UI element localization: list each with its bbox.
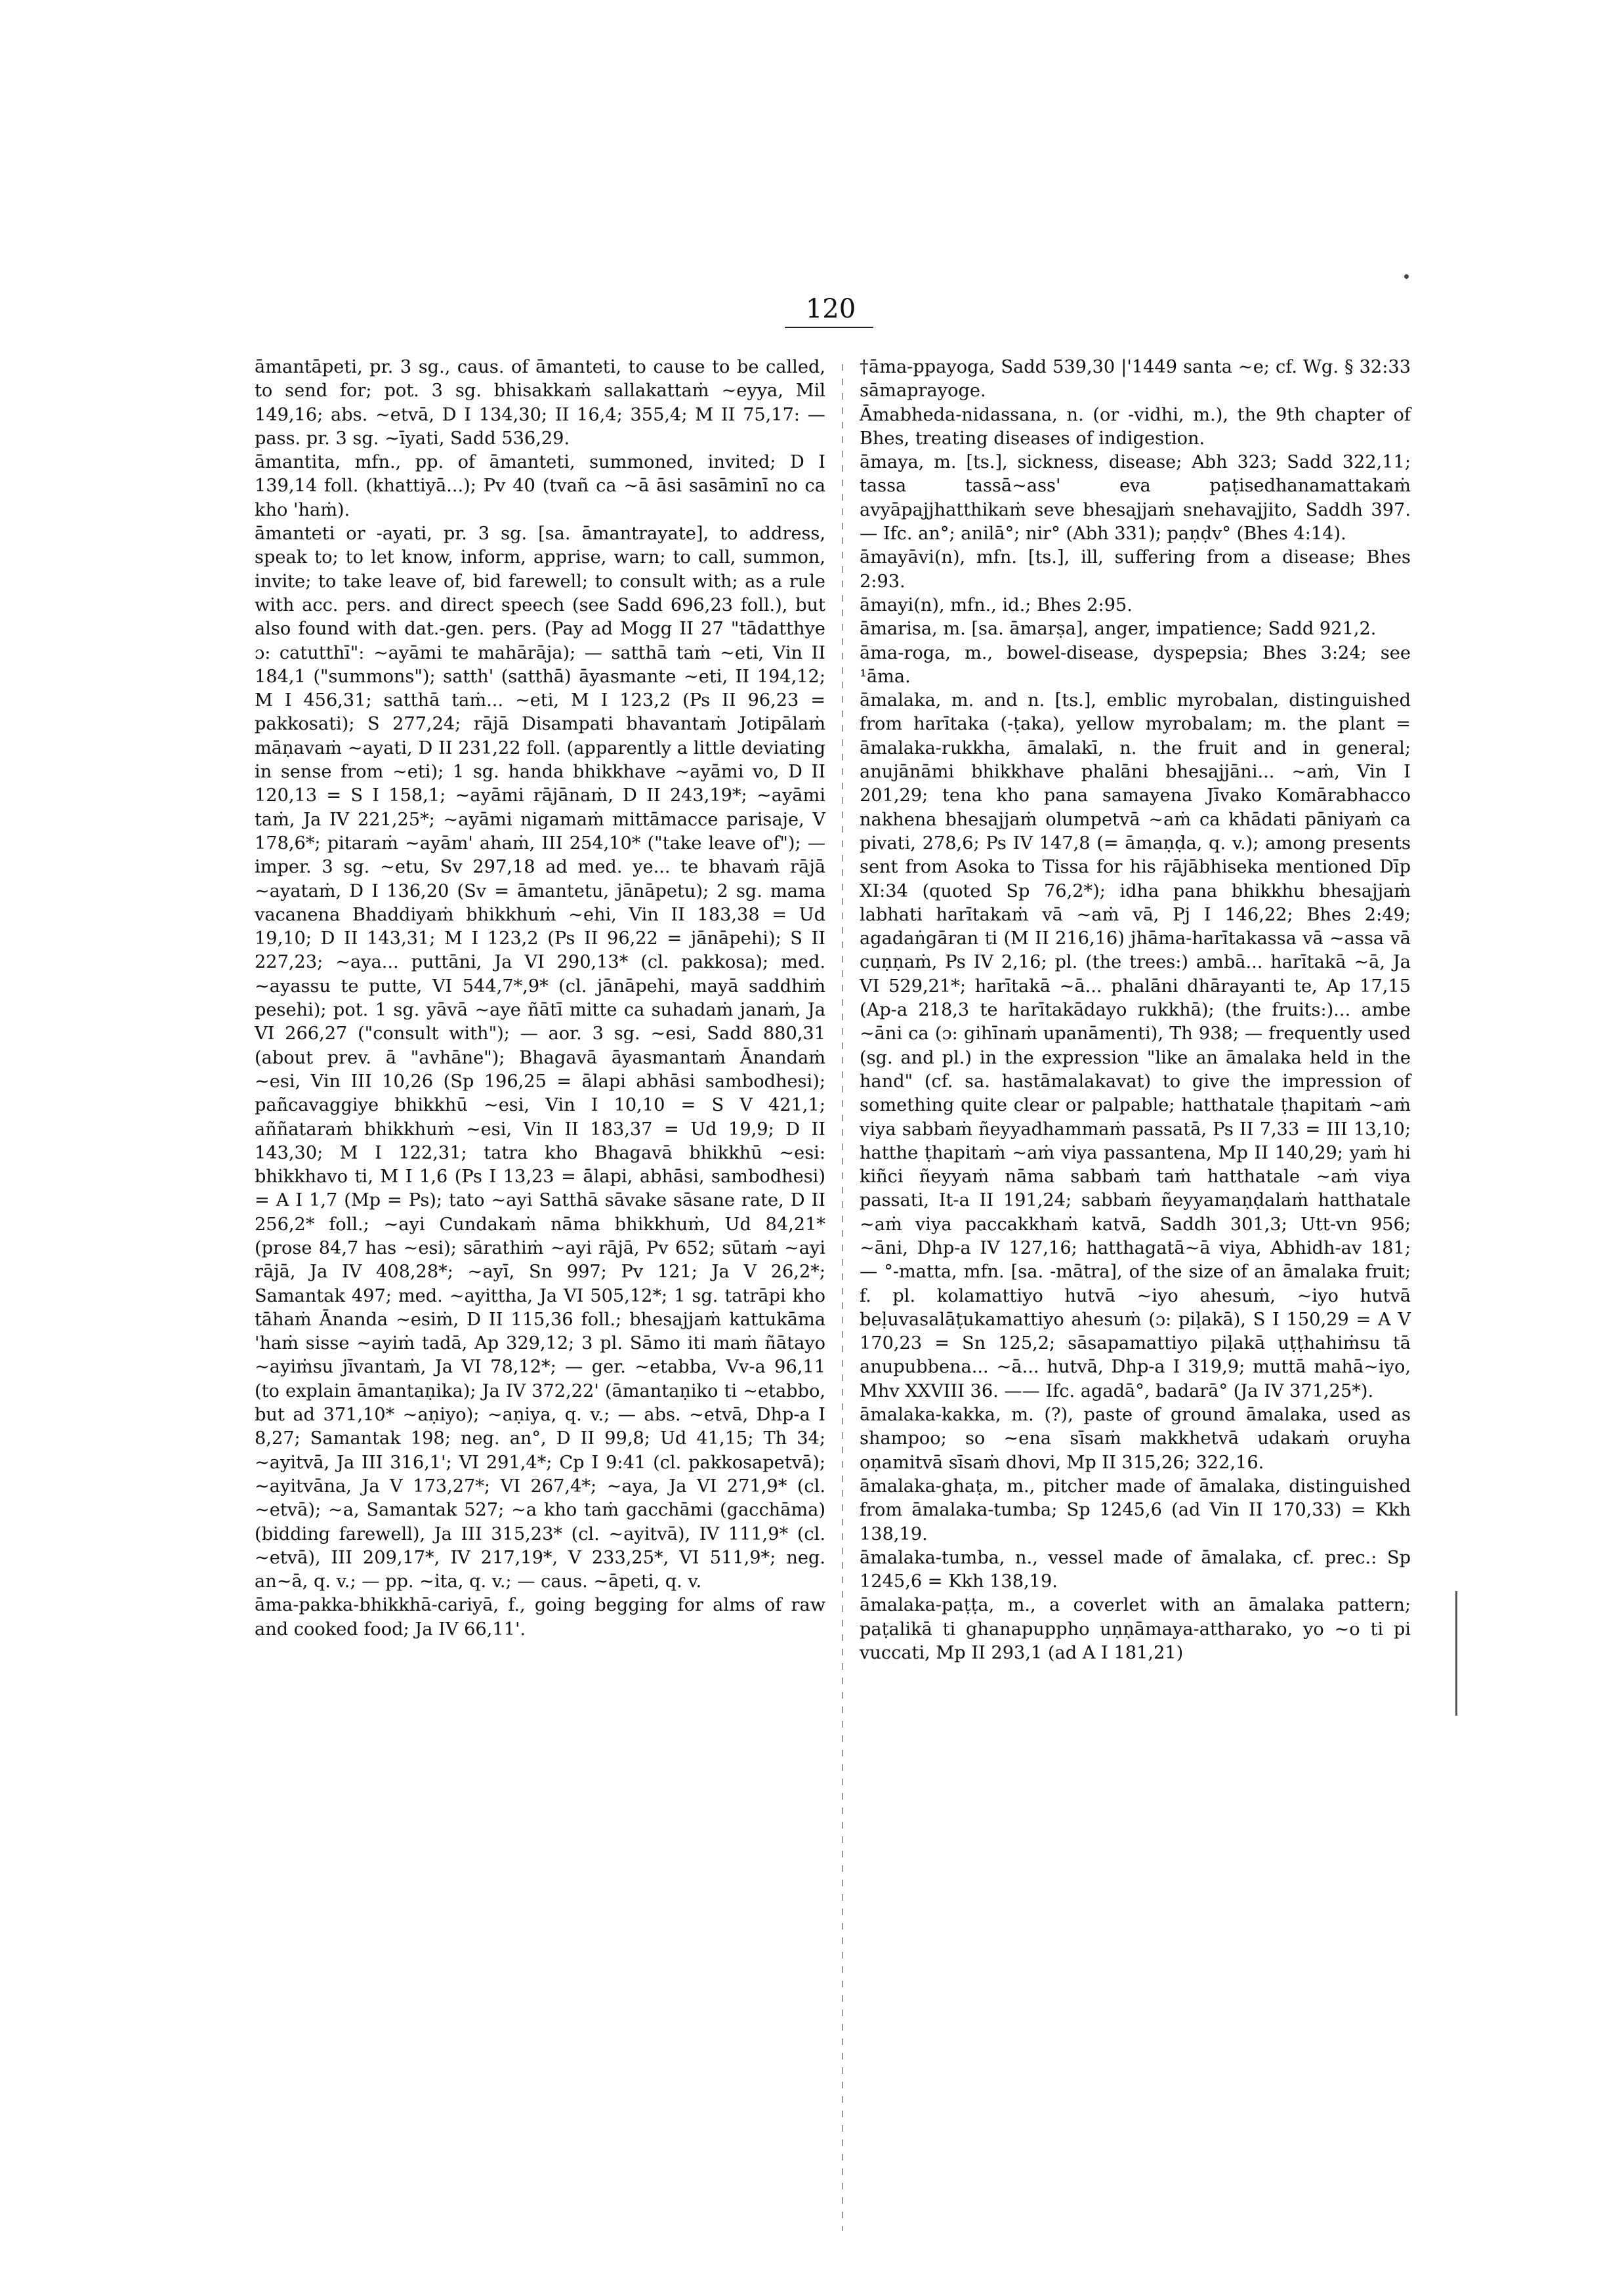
entry-amalaka-ghata: āmalaka-ghaṭa, m., pitcher made of āmalaka, distinguished from āmalaka-tumba; Sp 1245,6 (ad Vin II 170,33) = Kkh 138,19.: [860, 1476, 1411, 1544]
entry-amabheda-nidassana: Āmabheda-nidassana, n. (or -vidhi, m.), the 9th chapter of Bhes, treating diseases of indigestion.: [860, 404, 1411, 449]
entry-amantapeti: āmantāpeti, pr. 3 sg., caus. of āmanteti, to cause to be called, to send for; pot. 3 sg. bhisakkaṁ sallakattaṁ ~eyya, Mil 149,16; abs. ~etvā, D I 134,30; II 16,4; 355,4; M II 75,17: — pass. pr. 3 sg. ~īyati, Sadd 536,29.: [255, 357, 825, 449]
entry-amanteti: āmanteti or -ayati, pr. 3 sg. [sa. āmantrayate], to address, speak to; to let know, inform, apprise, warn; to call, summon, invite; to take leave of, bid farewell; to consult with; as a rule with acc. pers. and direct speech (see Sadd 696,23 foll.), but also found with dat.-gen. pers. (Pay ad Mogg II 27 "tādatthye ɔ: catutthī": ~ayāmi te mahārāja); — satthā taṁ ~eti, Vin II 184,1 ("summons"); satth' (satthā) āyasmante ~eti, II 194,12; M I 456,31; satthā taṁ... ~eti, M I 123,2 (Ps II 96,23 = pakkosati); S 277,24; rājā Disampati bhavantaṁ Jotipālaṁ māṇavaṁ ~ayati, D II 231,22 foll. (apparently a little deviating in sense from ~eti); 1 sg. handa bhikkhave ~ayāmi vo, D II 120,13 = S I 158,1; ~ayāmi rājānaṁ, D II 243,19*; ~ayāmi taṁ, Ja IV 221,25*; ~ayāmi nigamaṁ mittāmacce parisaje, V 178,6*; pitaraṁ ~ayām' ahaṁ, III 254,10* ("take leave of"); — imper. 3 sg. ~etu, Sv 297,18 ad med. ye... te bhavaṁ rājā ~ayataṁ, D I 136,20 (Sv = āmantetu, jānāpetu); 2 sg. mama vacanena Bhaddiyaṁ bhikkhuṁ ~ehi, Vin II 183,38 = Ud 19,10; D II 143,31; M I 123,2 (Ps II 96,22 = jānāpehi); S II 227,23; ~aya... puttāni, Ja VI 290,13* (cl. pakkosa); med. ~ayassu te putte, VI 544,7*,9* (cl. jānāpehi, mayā saddhiṁ pesehi); pot. 1 sg. yāvā ~aye ñātī mitte ca suhadaṁ janaṁ, Ja VI 266,27 ("consult with"); — aor. 3 sg. ~esi, Sadd 880,31 (about prev. ā "avhāne"); Bhagavā āyasmantaṁ Ānandaṁ ~esi, Vin III 10,26 (Sp 196,25 = ālapi abhāsi sambodhesi); pañcavaggiye bhikkhū ~esi, Vin I 10,10 = S V 421,1; aññataraṁ bhikkhuṁ ~esi, Vin II 183,37 = Ud 19,9; D II 143,30; M I 122,31; tatra kho Bhagavā bhikkhū ~esi: bhikkhavo ti, M I 1,6 (Ps I 13,23 = ālapi, abhāsi, sambodhesi) = A I 1,7 (Mp = Ps); tato ~ayi Satthā sāvake sāsane rate, D II 256,2* foll.; ~ayi Cundakaṁ nāma bhikkhuṁ, Ud 84,21* (prose 84,7 has ~esi); sārathiṁ ~ayi rājā, Pv 652; sūtaṁ ~ayi rājā, Ja IV 408,28*; ~ayī, Sn 997; Pv 121; Ja V 26,2*; Samantak 497; med. ~ayittha, Ja VI 505,12*; 1 sg. tatrāpi kho tāhaṁ Ānanda ~esiṁ, D II 115,36 foll.; bhesajjaṁ kattukāma 'haṁ sisse ~ayiṁ tadā, Ap 329,12; 3 pl. Sāmo iti maṁ ñātayo ~ayiṁsu jīvantaṁ, Ja VI 78,12*; — ger. ~etabba, Vv-a 96,11 (to explain āmantaṇika); Ja IV 372,22' (āmantaṇiko ti ~etabbo, but ad 371,10* ~aṇiyo); ~aṇiya, q. v.; — abs. ~etvā, Dhp-a I 8,27; Samantak 198; neg. an°, D II 99,8; Ud 41,15; Th 34; ~ayitvā, Ja III 316,1'; VI 291,4*; Cp I 9:41 (cl. pakkosapetvā); ~ayitvāna, Ja V 173,27*; VI 267,4*; ~aya, Ja VI 271,9* (cl. ~etvā); ~a, Samantak 527; ~a kho taṁ gacchāmi (gacchāma) (bidding farewell), Ja III 315,23* (cl. ~ayitvā), IV 111,9* (cl. ~etvā), III 209,17*, IV 217,19*, V 233,25*, VI 511,9*; neg. an~ā, q. v.; — pp. ~ita, q. v.; — caus. ~āpeti, q. v.: [255, 524, 825, 1592]
entry-amantita: āmantita, mfn., pp. of āmanteti, summoned, invited; D I 139,14 foll. (khattiyā...); Pv 40 (tvañ ca ~ā āsi sasāminī no ca kho 'haṁ).: [255, 452, 825, 520]
page-number-rule: [785, 327, 873, 328]
entry-ama-pakka-bhikkha-cariya: āma-pakka-bhikkhā-cariyā, f., going begging for alms of raw and cooked food; Ja IV 66,11'.: [255, 1595, 825, 1640]
right-column: [860, 356, 1411, 1665]
entry-amarisa: āmarisa, m. [sa. āmarṣa], anger, impatience; Sadd 921,2.: [860, 619, 1377, 640]
stray-dot: [1404, 274, 1409, 279]
margin-mark: [1455, 1591, 1457, 1716]
entry-ama-ppayoga: †āma-ppayoga, Sadd 539,30 |'1449 santa ~e; cf. Wg. § 32:33 sāmaprayoge.: [860, 357, 1411, 402]
entry-amalaka-tumba: āmalaka-tumba, n., vessel made of āmalaka, cf. prec.: Sp 1245,6 = Kkh 138,19.: [860, 1547, 1411, 1592]
page-number: 120: [805, 294, 856, 324]
entry-amalaka: āmalaka, m. and n. [ts.], emblic myrobalan, distinguished from harītaka (-ṭaka), yellow myrobalam; m. the plant = āmalaka-rukkha, āmalakī, n. the fruit and in general; anujānāmi bhikkhave phalāni bhesajjāni... ~aṁ, Vin I 201,29; tena kho pana samayena Jīvako Komārabhacco nakhena bhesajjaṁ olumpetvā ~aṁ ca khādati pāniyaṁ ca pivati, 278,6; Ps IV 147,8 (= āmaṇḍa, q. v.); among presents sent from Asoka to Tissa for his rājābhiseka mentioned Dīp XI:34 (quoted Sp 76,2*); idha pana bhikkhu bhesajjaṁ labhati harītakaṁ vā ~aṁ vā, Pj I 146,22; Bhes 2:49; agadaṅgāran ti (M II 216,16) jhāma-harītakassa vā ~assa vā cuṇṇaṁ, Ps IV 2,16; pl. (the trees:) ambā... harītakā ~ā, Ja VI 529,21*; harītakā ~ā... phalāni dhārayanti te, Ap 17,15 (Ap-a 218,3 te harītakādayo rukkhā); (the fruits:)... ambe ~āni ca (ɔ: gihīnaṁ upanāmenti), Th 938; — frequently used (sg. and pl.) in the expression "like an āmalaka held in the hand" (cf. sa. hastāmalakavat) to give the impression of something quite clear or palpable; hatthatale ṭhapitaṁ ~aṁ viya sabbaṁ ñeyyadhammaṁ passatā, Ps II 7,33 = III 13,10; hatthe ṭhapitaṁ ~aṁ viya passantena, Mp II 140,29; yaṁ hi kiñci ñeyyaṁ nāma sabbaṁ taṁ hatthatale ~aṁ viya passati, It-a II 191,24; sabbaṁ ñeyyamaṇḍalaṁ hatthatale ~aṁ viya paccakkhaṁ katvā, Saddh 301,3; Utt-vn 956; ~āni, Dhp-a IV 127,16; hatthagatā~ā viya, Abhidh-av 181; — °-matta, mfn. [sa. -mātra], of the size of an āmalaka fruit; f. pl. kolamattiyo hutvā ~iyo ahesuṁ, ~iyo hutvā beḷuvasalāṭukamattiyo ahesuṁ (ɔ: piḷakā), S I 150,29 = A V 170,23 = Sn 125,2; sāsapamattiyo piḷakā uṭṭhahiṁsu tā anupubbena... ~ā... hutvā, Dhp-a I 319,9; muttā mahā~iyo, Mhv XXVIII 36. —— Ifc. agadā°, badarā° (Ja IV 371,25*).: [860, 690, 1411, 1401]
entry-ama-roga: āma-roga, m., bowel-disease, dyspepsia; Bhes 3:24; see ¹āma.: [860, 642, 1411, 687]
column-divider: [842, 364, 843, 2231]
entry-amalaka-kakka: āmalaka-kakka, m. (?), paste of ground āmalaka, used as shampoo; so ~ena sīsaṁ makkhetvā udakaṁ oruyha oṇamitvā sīsaṁ dhovi, Mp II 315,26; 322,16.: [860, 1405, 1411, 1473]
left-column: [255, 356, 825, 1642]
entry-amalaka-patta: āmalaka-paṭṭa, m., a coverlet with an āmalaka pattern; paṭalikā ti ghanapuppho uṇṇāmaya-attharako, yo ~o ti pi vuccati, Mp II 293,1 (ad A I 181,21): [860, 1595, 1411, 1664]
entry-amayin: āmayi(n), mfn., id.; Bhes 2:95.: [860, 594, 1133, 615]
entry-amaya: āmaya, m. [ts.], sickness, disease; Abh 323; Sadd 322,11; tassa tassā~ass' eva paṭisedhanamattakaṁ avyāpajjhatthikaṁ seve bhesajjaṁ snehavajjito, Saddh 397. — Ifc. an°; anilā°; nir° (Abh 331); paṇḍv° (Bhes 4:14).: [860, 452, 1411, 545]
entry-amayavin: āmayāvi(n), mfn. [ts.], ill, suffering from a disease; Bhes 2:93.: [860, 547, 1411, 592]
